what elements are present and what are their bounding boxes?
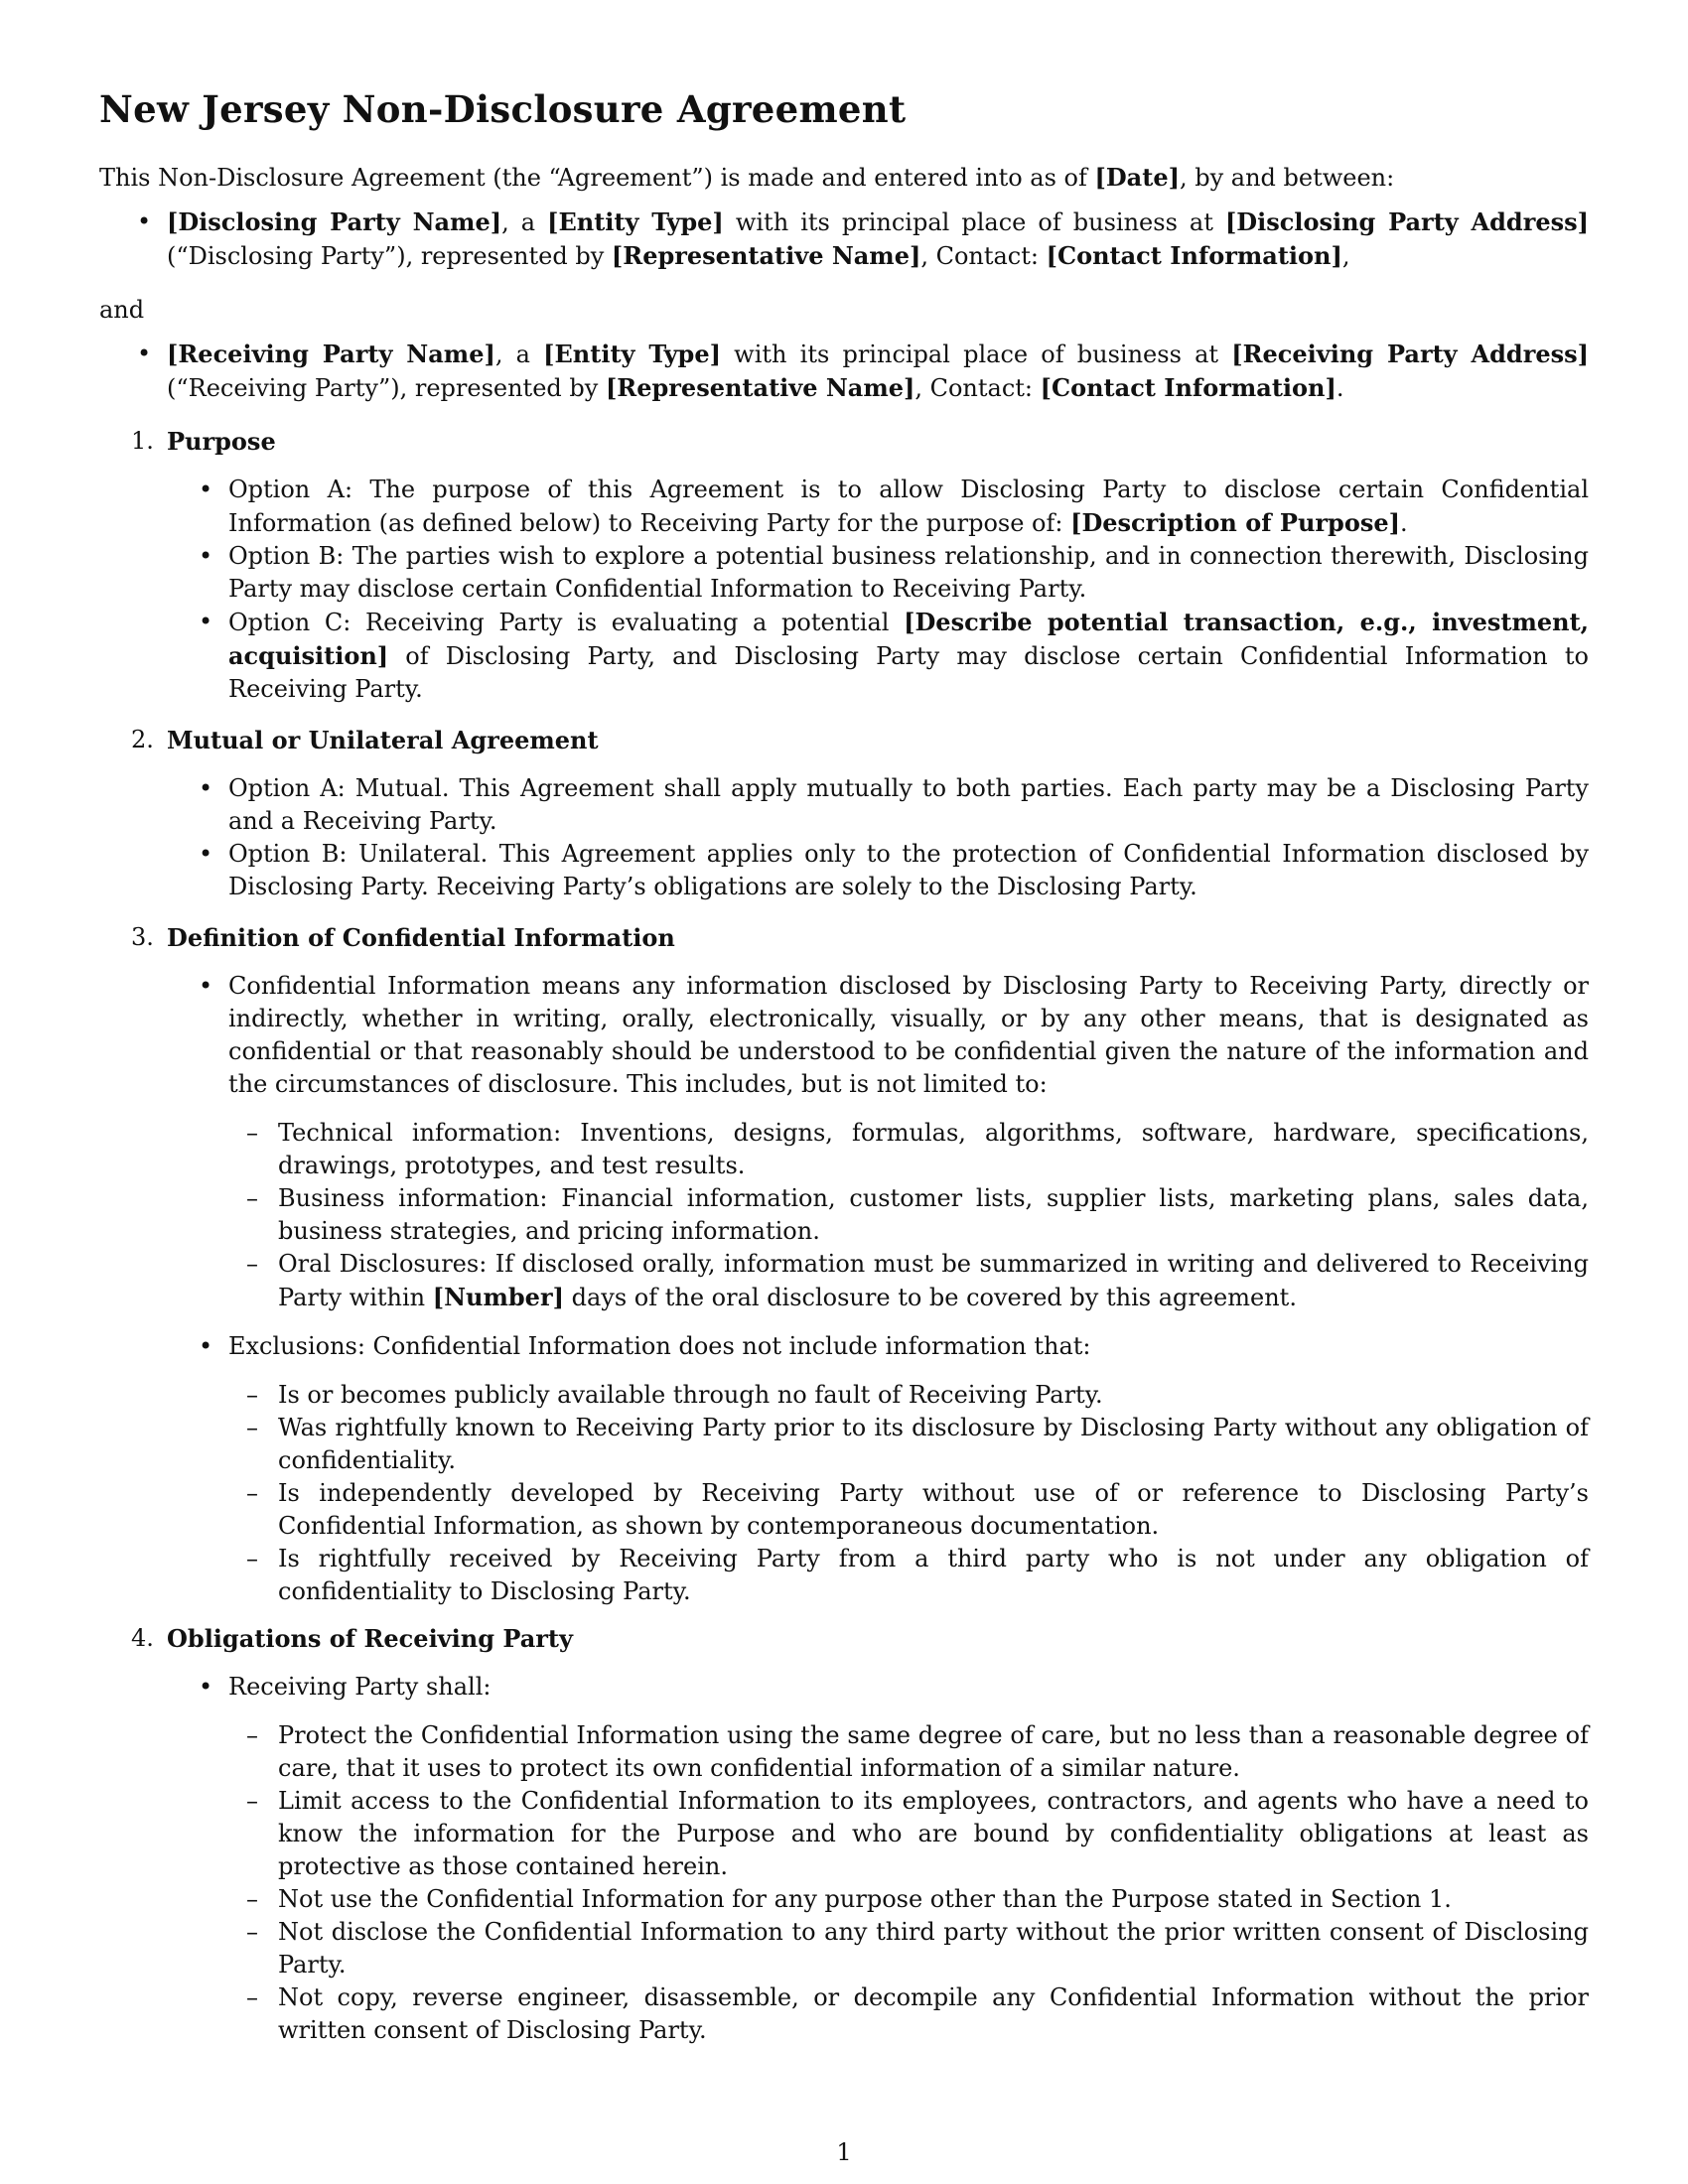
- dash-icon: –: [246, 1381, 258, 1409]
- section-number: 4.: [131, 1624, 154, 1652]
- obligation-item: [228, 1719, 1589, 1785]
- representative-name: [Representative Name]: [605, 373, 915, 402]
- dash-icon: –: [246, 1721, 258, 1749]
- dash-icon: –: [246, 1250, 258, 1278]
- section-mutual-unilateral: [99, 724, 1589, 903]
- exclusions-list: [228, 1379, 1589, 1608]
- text: .: [1336, 374, 1344, 402]
- exclusion-item: [228, 1379, 1589, 1412]
- text: Protect the Confidential Information using the same degree of care, but no less than a reasonable degree of care, that it uses to protect its own confidential information of a similar nature.: [278, 1721, 1589, 1782]
- intro-text-end: , by and between:: [1179, 164, 1395, 192]
- bullet-icon: •: [199, 840, 213, 868]
- document-page: [99, 0, 1589, 2184]
- option-a: [167, 772, 1589, 838]
- section-number: 2.: [131, 726, 154, 753]
- dash-icon: –: [246, 1545, 258, 1572]
- dash-icon: –: [246, 1787, 258, 1815]
- obligation-item: [228, 1916, 1589, 1981]
- dash-icon: –: [246, 1983, 258, 2011]
- text: , Contact:: [920, 242, 1047, 270]
- exclusion-item: [228, 1477, 1589, 1543]
- representative-name: [Representative Name]: [611, 241, 921, 270]
- definition-list: [167, 970, 1589, 1608]
- option-a: [167, 474, 1589, 540]
- definition-item: [167, 970, 1589, 1314]
- bullet-icon: •: [199, 608, 213, 635]
- transaction-placeholder: [Describe potential transaction, e.g., investment, acquisition]: [228, 608, 1590, 670]
- text: Not copy, reverse engineer, disassemble, or decompile any Confidential Information without the prior written consent of Disclosing Party.: [278, 1983, 1589, 2044]
- text: with its principal place of business at: [723, 208, 1225, 236]
- business-info: [228, 1182, 1589, 1248]
- dash-icon: –: [246, 1885, 258, 1913]
- text: Receiving Party shall:: [228, 1673, 492, 1701]
- section-number: 1.: [131, 427, 154, 455]
- dash-icon: –: [246, 1184, 258, 1212]
- text: (“Disclosing Party”), represented by: [167, 242, 612, 270]
- exclusion-item: [228, 1412, 1589, 1477]
- obligation-item: [228, 1785, 1589, 1883]
- section-obligations: [99, 1622, 1589, 2047]
- exclusions-item: [167, 1330, 1589, 1608]
- dash-icon: –: [246, 1414, 258, 1441]
- page-number: 1: [836, 2138, 852, 2166]
- section-number: 3.: [131, 923, 154, 951]
- section-heading: Purpose: [167, 427, 276, 456]
- bullet-icon: •: [137, 207, 152, 235]
- disclosing-party-list: [99, 205, 1589, 273]
- receiving-party-address: [Receiving Party Address]: [1231, 340, 1590, 368]
- agreement-options: [167, 772, 1589, 903]
- contact-information: [Contact Information]: [1040, 373, 1336, 402]
- text: , Contact:: [914, 374, 1041, 402]
- section-confidential-definition: [99, 921, 1589, 1608]
- date-placeholder: [Date]: [1094, 163, 1180, 192]
- text: Option A: Mutual. This Agreement shall apply mutually to both parties. Each party may be a Disclosing Party and a Receiving Party.: [228, 774, 1589, 835]
- receiving-party-list: [99, 338, 1589, 405]
- obligation-item: [228, 1981, 1589, 2047]
- text: .: [1399, 509, 1408, 537]
- text: Is rightfully received by Receiving Party from a third party who is not under any obligation of confidentiality to Disclosing Party.: [278, 1545, 1589, 1605]
- obligation-items: [228, 1719, 1589, 2047]
- intro-text: This Non-Disclosure Agreement (the “Agreement”) is made and entered into as of: [99, 164, 1095, 192]
- text: Oral Disclosures: If disclosed orally, information must be summarized in writing and delivered to Receiving Party within: [278, 1250, 1589, 1311]
- text: days of the oral disclosure to be covered by this agreement.: [563, 1284, 1297, 1311]
- intro-paragraph: [99, 161, 1589, 195]
- info-categories: [228, 1117, 1589, 1314]
- text: Option B: Unilateral. This Agreement applies only to the protection of Confidential Information disclosed by Disclosing Party. Receiving Party’s obligations are solely to the Disclosing Party.: [228, 840, 1589, 900]
- obligation-item: [228, 1883, 1589, 1916]
- disclosing-party-name: [Disclosing Party Name]: [167, 207, 502, 236]
- and-text: and: [99, 296, 145, 324]
- section-heading: Obligations of Receiving Party: [167, 1624, 573, 1653]
- text: Option C: Receiving Party is evaluating a potential: [228, 609, 905, 636]
- text: Business information: Financial information, customer lists, supplier lists, marketing plans, sales data, business strategies, and pricing information.: [278, 1184, 1589, 1245]
- text: ,: [1341, 242, 1350, 270]
- option-b: [167, 838, 1589, 903]
- text: Not use the Confidential Information for any purpose other than the Purpose stated in Section 1.: [278, 1885, 1452, 1913]
- oral-disclosures: [228, 1248, 1589, 1314]
- text: with its principal place of business at: [720, 341, 1232, 368]
- purpose-options: [167, 474, 1589, 706]
- section-heading: Mutual or Unilateral Agreement: [167, 726, 599, 754]
- receiving-party-item: [99, 338, 1589, 405]
- text: Option B: The parties wish to explore a potential business relationship, and in connection therewith, Disclosing Party may disclose certain Confidential Information to Receiving Party.: [228, 542, 1589, 603]
- text: of Disclosing Party, and Disclosing Party may disclose certain Confidential Information to Receiving Party.: [228, 642, 1589, 703]
- option-c: [167, 606, 1589, 706]
- text: Confidential Information means any information disclosed by Disclosing Party to Receiving Party, directly or indirectly, whether in writing, orally, electronically, visually, or by any other means, that is designated as confidential or that reasonably should be understood to be confidential given the nature of the information and the circumstances of disclosure. This includes, but is not limited to:: [228, 972, 1589, 1098]
- bullet-icon: •: [199, 1673, 213, 1701]
- text: Technical information: Inventions, designs, formulas, algorithms, software, hardware, specifications, drawings, prototypes, and test results.: [278, 1119, 1589, 1179]
- text: (“Receiving Party”), represented by: [167, 374, 606, 402]
- receiving-party-name: [Receiving Party Name]: [167, 340, 495, 368]
- entity-type: [Entity Type]: [543, 340, 721, 368]
- bullet-icon: •: [199, 1332, 213, 1360]
- document-title: New Jersey Non-Disclosure Agreement: [99, 87, 907, 131]
- shall-item: [167, 1671, 1589, 2047]
- number-placeholder: [Number]: [432, 1283, 564, 1311]
- text: , a: [501, 208, 548, 236]
- section-purpose: [99, 425, 1589, 706]
- text: Exclusions: Confidential Information does not include information that:: [228, 1332, 1091, 1360]
- bullet-icon: •: [199, 972, 213, 1000]
- bullet-icon: •: [199, 774, 213, 802]
- disclosing-party-address: [Disclosing Party Address]: [1224, 207, 1589, 236]
- bullet-icon: •: [137, 340, 152, 367]
- obligations-list: [167, 1671, 1589, 2047]
- sections: [99, 425, 1589, 2063]
- dash-icon: –: [246, 1479, 258, 1507]
- technical-info: [228, 1117, 1589, 1182]
- dash-icon: –: [246, 1918, 258, 1946]
- exclusion-item: [228, 1543, 1589, 1608]
- disclosing-party-item: [99, 205, 1589, 273]
- text: Was rightfully known to Receiving Party prior to its disclosure by Disclosing Party without any obligation of confidentiality.: [278, 1414, 1589, 1474]
- entity-type: [Entity Type]: [547, 207, 724, 236]
- bullet-icon: •: [199, 476, 213, 503]
- section-heading: Definition of Confidential Information: [167, 923, 675, 952]
- option-b: [167, 540, 1589, 606]
- text: Not disclose the Confidential Information to any third party without the prior written consent of Disclosing Party.: [278, 1918, 1589, 1979]
- text: Limit access to the Confidential Information to its employees, contractors, and agents who have a need to know the information for the Purpose and who are bound by confidentiality obligations at least as protective as those contained herein.: [278, 1787, 1589, 1880]
- contact-information: [Contact Information]: [1046, 241, 1342, 270]
- text: , a: [494, 341, 544, 368]
- dash-icon: –: [246, 1119, 258, 1147]
- purpose-placeholder: [Description of Purpose]: [1070, 508, 1400, 537]
- text: Option A: The purpose of this Agreement is to allow Disclosing Party to disclose certain Confidential Information (as defined below) to Receiving Party for the purpose of:: [228, 476, 1589, 537]
- text: Is independently developed by Receiving Party without use of or reference to Disclosing Party’s Confidential Information, as shown by contemporaneous documentation.: [278, 1479, 1589, 1540]
- text: Is or becomes publicly available through no fault of Receiving Party.: [278, 1381, 1103, 1409]
- bullet-icon: •: [199, 542, 213, 570]
